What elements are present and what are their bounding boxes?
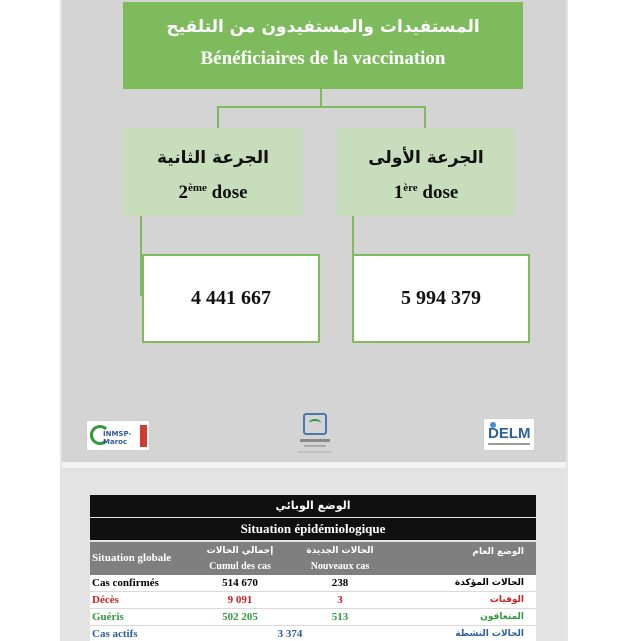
row-label: Guéris <box>92 611 124 623</box>
row-new: 513 <box>331 611 349 623</box>
page-left-margin <box>0 0 62 641</box>
situation-title-arabic: الوضع الوبائي <box>90 495 536 517</box>
dose1-french-label <box>337 176 515 205</box>
slide-title-french: Bénéficiaires de la vaccination <box>200 48 446 69</box>
row-label: Décès <box>92 594 119 606</box>
header-cumul <box>190 542 290 575</box>
row-label-arabic: الحالات المؤكدة <box>454 578 524 588</box>
situation-title-french: Situation épidémiologique <box>90 518 536 540</box>
header-nouveaux-french: Nouveaux cas <box>310 561 370 572</box>
dose1-number: 1 <box>393 182 404 203</box>
row-cumul: 3 374 <box>277 628 303 640</box>
dose1-value-box <box>352 254 530 343</box>
delm-logo-subline <box>488 443 530 445</box>
page-right-margin <box>566 0 640 641</box>
dose2-french-label <box>123 176 303 205</box>
header-nouveaux-arabic: الحالات الجديدة <box>306 546 374 556</box>
row-cumul: 502 205 <box>222 611 258 623</box>
inmsp-logo <box>86 420 150 451</box>
connector-horizontal <box>217 106 426 108</box>
inmsp-logo-bar <box>140 425 147 447</box>
row-label-arabic: الحالات النشطة <box>455 629 524 639</box>
connector-vertical-top <box>320 89 322 107</box>
table-row <box>90 609 536 626</box>
dose2-number: 2 <box>178 182 188 203</box>
header-general-arabic: الوضع العام <box>472 547 524 557</box>
row-label: Cas confirmés <box>92 577 159 589</box>
inmsp-logo-text: INMSP-Maroc <box>103 430 132 446</box>
dose1-arabic-label: الجرعة الأولى <box>368 148 484 168</box>
ministry-logo-line <box>304 445 326 447</box>
ministry-logo-line <box>300 439 330 442</box>
table-row <box>90 592 536 609</box>
connector-left-down <box>217 106 219 128</box>
header-situation-globale: Situation globale <box>92 552 172 564</box>
dose1-box <box>337 128 515 216</box>
dose1-word: dose <box>417 182 459 203</box>
dose1-ordinal: ère <box>403 182 418 194</box>
ministry-health-logo <box>294 413 336 457</box>
slide-title-box <box>123 2 523 89</box>
row-cumul: 514 670 <box>222 577 258 589</box>
row-new: 3 <box>337 594 343 606</box>
situation-table <box>90 542 536 641</box>
header-cumul-french: Cumul des cas <box>209 561 271 572</box>
ministry-logo-arc <box>309 419 321 427</box>
header-nouveaux <box>290 542 390 575</box>
dose1-value: 5 994 379 <box>401 287 481 309</box>
dose2-arabic-label: الجرعة الثانية <box>156 148 270 168</box>
dose2-word: dose <box>206 182 248 203</box>
delm-logo <box>483 418 535 451</box>
row-cumul: 9 091 <box>227 594 253 606</box>
page-border-right <box>566 0 568 641</box>
table-row <box>90 626 536 641</box>
situation-table-header <box>90 542 536 575</box>
ministry-logo-line <box>298 451 332 453</box>
row-label: Cas actifs <box>92 628 138 640</box>
dose2-value-box <box>142 254 320 343</box>
table-row <box>90 575 536 592</box>
row-new: 238 <box>331 577 349 589</box>
slide-title-arabic: المستفيدات والمستفيدون من التلقيح <box>166 17 480 37</box>
header-cumul-arabic: إجمالي الحالات <box>206 546 274 556</box>
row-label-arabic: الوفيات <box>489 595 524 605</box>
delm-logo-text: DELM <box>488 425 531 442</box>
dose2-value: 4 441 667 <box>191 287 271 309</box>
dose2-box <box>123 128 303 216</box>
dose2-ordinal: ème <box>187 182 207 194</box>
row-label-arabic: المتعافون <box>480 612 524 622</box>
connector-right-down <box>424 106 426 128</box>
